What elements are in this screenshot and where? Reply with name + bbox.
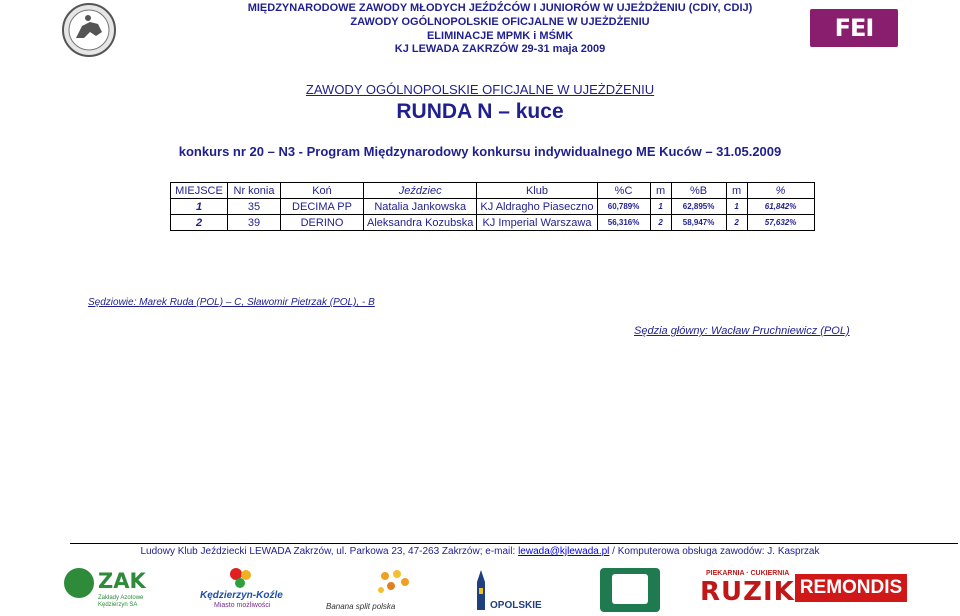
- remondis-logo-text: REMONDIS: [799, 577, 903, 598]
- footer-credit: / Komputerowa obsługa zawodów: J. Kasprzak: [609, 546, 820, 557]
- kedzierzyn-kozle-tagline: Miasto możliwości: [214, 602, 271, 609]
- table-header-row: [171, 183, 815, 199]
- chief-judge-line: Sędzia główny: Wacław Pruchniewicz (POL): [634, 325, 850, 337]
- judges-line: Sędziowie: Marek Ruda (POL) – C, Sławomir Pietrzak (POL), - B: [88, 297, 375, 308]
- cell-pct-c: 56,316%: [597, 215, 650, 231]
- col-rider: Jeździec: [364, 183, 477, 199]
- col-pct-total: %: [747, 183, 814, 199]
- cell-place-b: 2: [726, 215, 747, 231]
- cell-place-c: 1: [650, 199, 671, 215]
- col-place: MIEJSCE: [171, 183, 228, 199]
- footer-email-link[interactable]: lewada@kjlewada.pl: [518, 546, 610, 557]
- col-pct-b: %B: [671, 183, 726, 199]
- remondis-logo: [795, 574, 907, 602]
- header-line-3: ELIMINACJE MPMK i MŚMK: [426, 30, 574, 42]
- book-logo-page: [612, 574, 648, 604]
- cell-horse: DECIMA PP: [281, 199, 364, 215]
- col-pct-c: %C: [597, 183, 650, 199]
- banana-split-flower-icon: [375, 568, 413, 598]
- results-table: [170, 182, 815, 231]
- cell-rider: Natalia Jankowska: [364, 199, 477, 215]
- table-row: [171, 199, 815, 215]
- footer-divider: [70, 543, 958, 544]
- zak-sub-line-2: Kędzierzyn SA: [98, 602, 138, 608]
- cell-place: 1: [171, 199, 228, 215]
- cell-pct-b: 58,947%: [671, 215, 726, 231]
- header-line-2: ZAWODY OGÓLNOPOLSKIE OFICJALNE W UJEŻDŻENIU: [350, 16, 650, 28]
- fei-logo: [810, 9, 898, 47]
- zak-logo-subtitle: [98, 595, 143, 609]
- event-title: ZAWODY OGÓLNOPOLSKIE OFICJALNE W UJEŻDŻENIU: [305, 82, 655, 97]
- kedzierzyn-kozle-logo-icon: [228, 566, 254, 590]
- zak-sub-line-1: Zakłady Azotowe: [98, 595, 144, 601]
- pzj-horse-logo: [60, 2, 118, 58]
- cell-horse-no: 39: [228, 215, 281, 231]
- zak-logo-name: ZAK: [98, 569, 146, 593]
- kedzierzyn-kozle-name: Kędzierzyn-Koźle: [200, 590, 283, 601]
- cell-place: 2: [171, 215, 228, 231]
- cell-place-b: 1: [726, 199, 747, 215]
- cell-pct-total: 61,842%: [747, 199, 814, 215]
- cell-horse-no: 35: [228, 199, 281, 215]
- cell-place-c: 2: [650, 215, 671, 231]
- opolskie-tower-icon: [475, 570, 487, 610]
- zak-logo-mark: [64, 568, 94, 598]
- cell-club: KJ Imperial Warszawa: [477, 215, 597, 231]
- header-line-1: MIĘDZYNARODOWE ZAWODY MŁODYCH JEŹDŹCÓW I JUNIORÓW W UJEŻDŻENIU (CDIY, CDIJ): [247, 2, 753, 14]
- cell-pct-total: 57,632%: [747, 215, 814, 231]
- opolskie-name: OPOLSKIE: [490, 600, 542, 611]
- col-club: Klub: [477, 183, 597, 199]
- col-place-b: m: [726, 183, 747, 199]
- banana-split-name: Banana split polska: [326, 602, 396, 611]
- cell-horse: DERINO: [281, 215, 364, 231]
- table-row: [171, 215, 815, 231]
- col-place-c: m: [650, 183, 671, 199]
- ruzik-tagline: PIEKARNIA · CUKIERNIA: [706, 570, 790, 577]
- col-horse-no: Nr konia: [228, 183, 281, 199]
- cell-pct-b: 62,895%: [671, 199, 726, 215]
- round-title: RUNDA N – kuce: [396, 100, 564, 123]
- ruzik-logo: RUZIK: [700, 577, 795, 607]
- col-horse: Koń: [281, 183, 364, 199]
- fei-logo-text: FEI: [834, 14, 874, 42]
- competition-title: konkurs nr 20 – N3 - Program Międzynarodowy konkursu indywidualnego ME Kuców – 31.05.2009: [178, 144, 782, 159]
- cell-club: KJ Aldragho Piaseczno: [477, 199, 597, 215]
- footer-address: Ludowy Klub Jeździecki LEWADA Zakrzów, ul. Parkowa 23, 47-263 Zakrzów; e-mail:: [140, 546, 519, 557]
- footer-text: [0, 546, 960, 557]
- header-line-4: KJ LEWADA ZAKRZÓW 29-31 maja 2009: [394, 43, 606, 55]
- cell-rider: Aleksandra Kozubska: [364, 215, 477, 231]
- cell-pct-c: 60,789%: [597, 199, 650, 215]
